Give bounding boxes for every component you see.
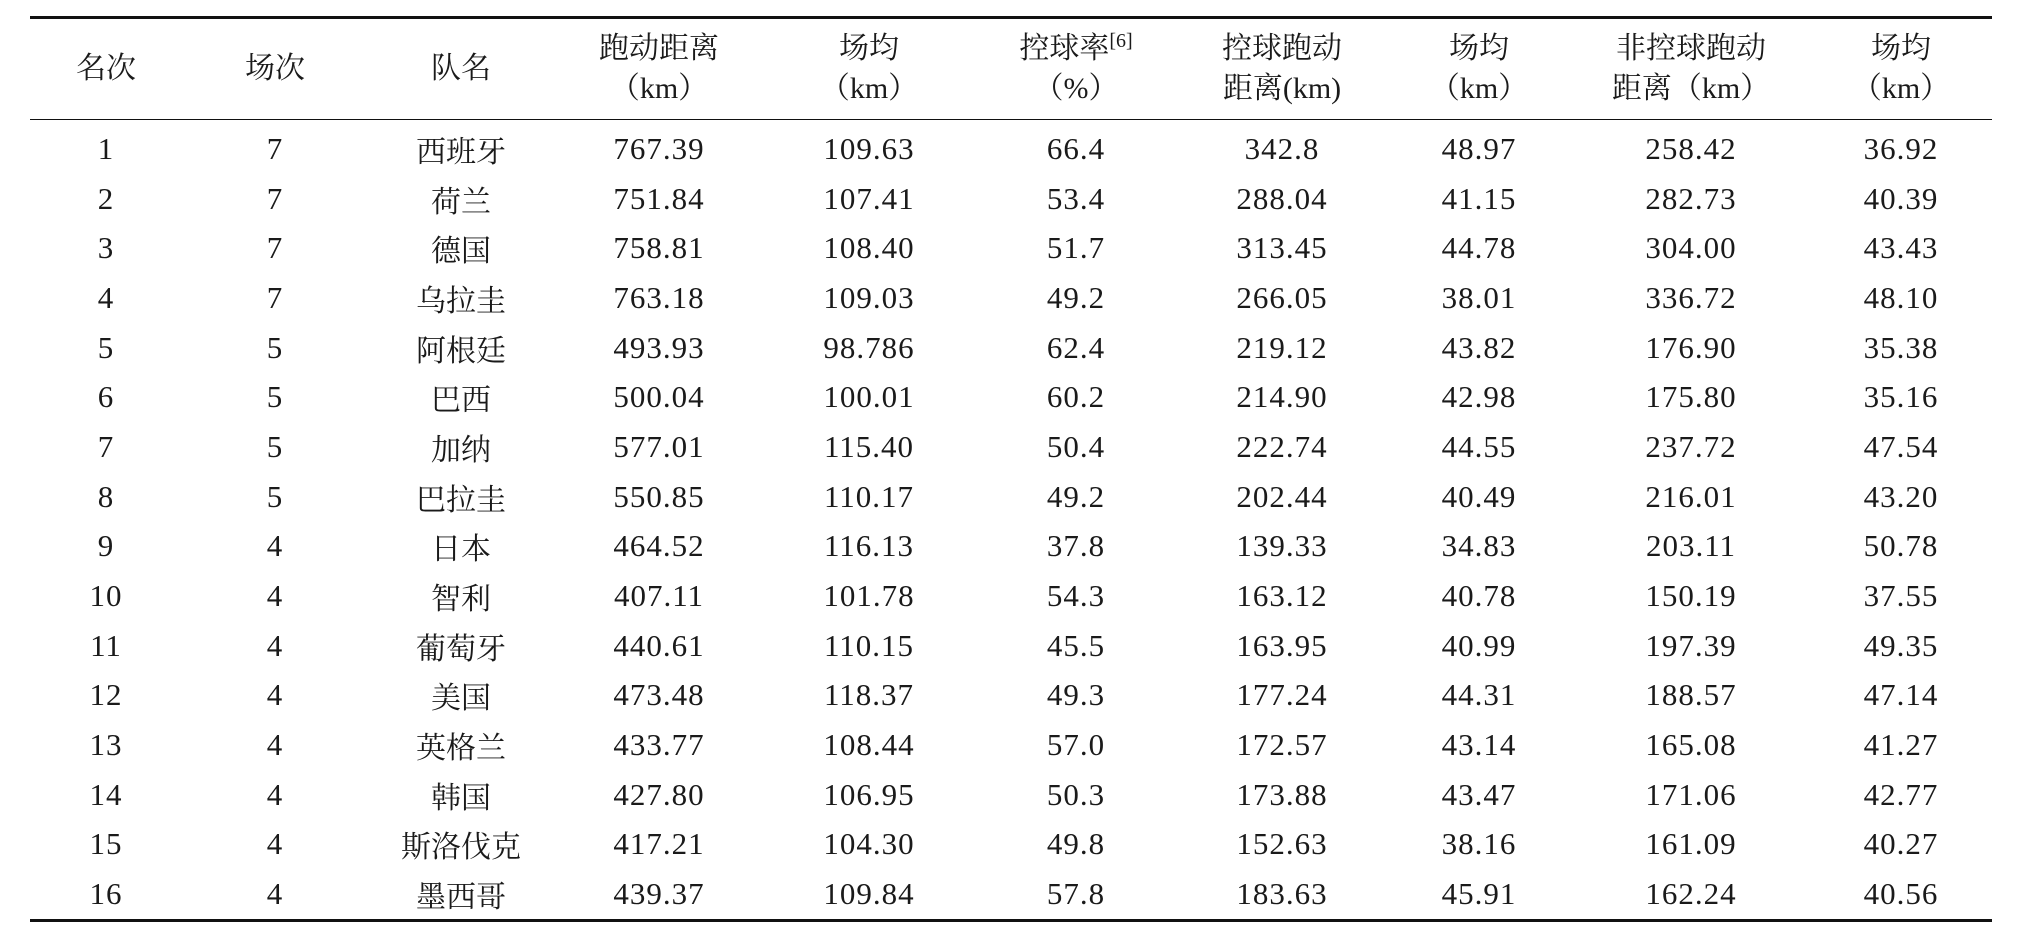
cell-possession-avg: 38.01	[1441, 279, 1517, 315]
cell-possession: 62.4	[1046, 329, 1106, 365]
cell-non-possession-avg: 40.27	[1863, 826, 1939, 862]
header-label: 控球率[6]	[1019, 30, 1133, 66]
cell-matches: 7	[266, 130, 284, 166]
cell-matches: 4	[266, 677, 284, 713]
cell-distance: 464.52	[613, 528, 705, 564]
cell-possession: 57.8	[974, 869, 1178, 920]
header-label: 场均	[1871, 31, 1931, 66]
cell-rank: 1	[97, 130, 115, 166]
cell-non-possession-distance: 188.57	[1645, 677, 1737, 713]
cell-non-possession-avg: 50.78	[1863, 528, 1939, 564]
cell-possession-avg: 40.78	[1441, 578, 1517, 614]
header-possession-avg	[1386, 18, 1572, 120]
cell-non-possession-avg: 40.56	[1810, 869, 1992, 920]
cell-non-possession-distance: 197.39	[1645, 627, 1737, 663]
table-row	[30, 820, 1992, 870]
cell-matches: 7	[266, 279, 284, 315]
cell-non-possession-avg: 37.55	[1863, 578, 1939, 614]
cell-non-possession-avg: 43.20	[1863, 478, 1939, 514]
cell-distance-avg: 98.786	[823, 329, 915, 365]
cell-possession-avg: 40.49	[1441, 478, 1517, 514]
header-unit: 距离(km)	[1222, 72, 1342, 105]
header-unit: （km）	[609, 72, 709, 105]
cell-distance-avg: 106.95	[823, 776, 915, 812]
cell-matches: 4	[266, 528, 284, 564]
cell-distance-avg: 110.15	[823, 627, 915, 663]
cell-distance: 433.77	[613, 727, 705, 763]
table-row	[30, 869, 1992, 920]
header-row	[30, 18, 1992, 120]
cell-possession-distance: 177.24	[1236, 677, 1328, 713]
cell-matches: 4	[182, 869, 368, 920]
header-label: 控球跑动	[1222, 31, 1342, 66]
cell-matches: 4	[266, 776, 284, 812]
cell-distance-avg: 109.63	[823, 130, 915, 166]
header-label: 场均	[1449, 31, 1509, 66]
cell-possession-distance: 342.8	[1244, 130, 1320, 166]
cell-matches: 4	[266, 578, 284, 614]
cell-possession-distance: 173.88	[1236, 776, 1328, 812]
cell-distance: 550.85	[613, 478, 705, 514]
cell-matches: 5	[266, 379, 284, 415]
cell-possession-distance: 202.44	[1236, 478, 1328, 514]
cell-possession-avg: 38.16	[1441, 826, 1517, 862]
cell-possession-distance: 222.74	[1236, 428, 1328, 464]
cell-distance: 407.11	[613, 578, 705, 614]
table-row	[30, 372, 1992, 422]
cell-possession-avg: 44.55	[1441, 428, 1517, 464]
header-label: 场次	[245, 51, 305, 86]
cell-possession-distance: 139.33	[1236, 528, 1328, 564]
cell-distance-avg: 116.13	[823, 528, 915, 564]
cell-possession: 51.7	[1046, 230, 1106, 266]
cell-possession: 49.2	[1046, 478, 1106, 514]
header-unit: （km）	[1851, 72, 1951, 105]
header-unit: （km）	[819, 72, 919, 105]
cell-possession-distance: 183.63	[1178, 869, 1386, 920]
cell-possession-avg: 45.91	[1386, 869, 1572, 920]
cell-distance: 493.93	[613, 329, 705, 365]
table-row	[30, 720, 1992, 770]
cell-possession: 50.4	[1046, 428, 1106, 464]
cell-non-possession-avg: 47.14	[1863, 677, 1939, 713]
cell-distance-avg: 108.40	[823, 230, 915, 266]
cell-possession: 49.3	[1046, 677, 1106, 713]
cell-non-possession-distance: 176.90	[1645, 329, 1737, 365]
table-row	[30, 621, 1992, 671]
cell-matches: 4	[266, 727, 284, 763]
cell-non-possession-avg: 42.77	[1863, 776, 1939, 812]
cell-possession-avg: 41.15	[1441, 180, 1517, 216]
cell-rank: 4	[97, 279, 115, 315]
cell-possession-distance: 214.90	[1236, 379, 1328, 415]
cell-possession: 37.8	[1046, 528, 1106, 564]
cell-distance: 751.84	[613, 180, 705, 216]
cell-possession: 49.2	[1046, 279, 1106, 315]
cell-non-possession-distance: 282.73	[1645, 180, 1737, 216]
cell-rank: 13	[89, 727, 123, 763]
cell-distance: 763.18	[613, 279, 705, 315]
cell-distance: 439.37	[554, 869, 764, 920]
cell-matches: 4	[266, 826, 284, 862]
cell-matches: 5	[266, 478, 284, 514]
cell-non-possession-distance: 203.11	[1645, 528, 1737, 564]
cell-distance-avg: 104.30	[823, 826, 915, 862]
cell-team: 韩国	[431, 780, 491, 816]
header-label: 队名	[431, 51, 491, 86]
cell-possession-avg: 42.98	[1441, 379, 1517, 415]
running-distance-table	[30, 16, 1992, 922]
cell-matches: 7	[266, 180, 284, 216]
cell-possession: 60.2	[1046, 379, 1106, 415]
cell-team: 斯洛伐克	[401, 830, 521, 866]
cell-possession-avg: 48.97	[1441, 130, 1517, 166]
cell-distance: 758.81	[613, 230, 705, 266]
cell-non-possession-avg: 40.39	[1863, 180, 1939, 216]
header-distance	[554, 18, 764, 120]
cell-possession-avg: 44.31	[1441, 677, 1517, 713]
cell-possession-avg: 34.83	[1441, 528, 1517, 564]
cell-distance-avg: 100.01	[823, 379, 915, 415]
header-matches	[182, 18, 368, 120]
table-row	[30, 671, 1992, 721]
table-body	[30, 120, 1992, 921]
cell-team: 英格兰	[416, 731, 506, 767]
cell-distance: 577.01	[613, 428, 705, 464]
cell-distance: 417.21	[613, 826, 705, 862]
cell-rank: 16	[30, 869, 182, 920]
header-label: 名次	[76, 51, 136, 86]
cell-distance-avg: 118.37	[823, 677, 915, 713]
cell-distance-avg: 101.78	[823, 578, 915, 614]
cell-team: 德国	[431, 234, 491, 270]
header-unit: （km）	[1429, 72, 1529, 105]
header-label: 跑动距离	[599, 31, 719, 66]
cell-rank: 5	[97, 329, 115, 365]
cell-possession: 50.3	[1046, 776, 1106, 812]
table-row	[30, 422, 1992, 472]
cell-possession-avg: 40.99	[1441, 627, 1517, 663]
cell-non-possession-avg: 47.54	[1863, 428, 1939, 464]
cell-possession: 49.8	[1046, 826, 1106, 862]
cell-non-possession-avg: 48.10	[1863, 279, 1939, 315]
cell-distance-avg: 109.03	[823, 279, 915, 315]
cell-possession: 54.3	[1046, 578, 1106, 614]
cell-rank: 9	[97, 528, 115, 564]
data-table-container	[30, 16, 1992, 922]
cell-possession-avg: 43.82	[1441, 329, 1517, 365]
header-team	[368, 18, 554, 120]
cell-non-possession-distance: 216.01	[1645, 478, 1737, 514]
cell-team: 墨西哥	[368, 869, 554, 920]
cell-non-possession-distance: 171.06	[1645, 776, 1737, 812]
cell-distance-avg: 107.41	[823, 180, 915, 216]
cell-possession: 57.0	[1046, 727, 1106, 763]
cell-distance-avg: 110.17	[823, 478, 915, 514]
header-non-possession-avg	[1810, 18, 1992, 120]
header-non-possession-distance	[1572, 18, 1810, 120]
header-label: 非控球跑动	[1616, 31, 1766, 66]
cell-non-possession-distance: 175.80	[1645, 379, 1737, 415]
cell-matches: 5	[266, 428, 284, 464]
cell-rank: 8	[97, 478, 115, 514]
cell-team: 巴西	[431, 383, 491, 419]
cell-non-possession-distance: 304.00	[1645, 230, 1737, 266]
table-row	[30, 571, 1992, 621]
cell-team: 智利	[431, 582, 491, 618]
cell-possession: 53.4	[1046, 180, 1106, 216]
cell-non-possession-distance: 150.19	[1645, 578, 1737, 614]
cell-non-possession-avg: 43.43	[1863, 230, 1939, 266]
cell-team: 巴拉圭	[416, 482, 506, 518]
cell-possession-avg: 44.78	[1441, 230, 1517, 266]
cell-distance: 473.48	[613, 677, 705, 713]
cell-rank: 3	[97, 230, 115, 266]
cell-rank: 15	[89, 826, 123, 862]
table-row	[30, 522, 1992, 572]
header-label: 场均	[839, 31, 899, 66]
cell-rank: 7	[97, 428, 115, 464]
cell-rank: 2	[97, 180, 115, 216]
cell-possession-avg: 43.14	[1441, 727, 1517, 763]
cell-team: 日本	[431, 532, 491, 568]
cell-possession-distance: 152.63	[1236, 826, 1328, 862]
cell-distance: 767.39	[613, 130, 705, 166]
table-row	[30, 273, 1992, 323]
cell-non-possession-avg: 41.27	[1863, 727, 1939, 763]
cell-non-possession-distance: 237.72	[1645, 428, 1737, 464]
table-row	[30, 223, 1992, 273]
cell-team: 加纳	[431, 432, 491, 468]
cell-possession-distance: 163.12	[1236, 578, 1328, 614]
cell-rank: 6	[97, 379, 115, 415]
cell-distance-avg: 115.40	[823, 428, 915, 464]
cell-non-possession-distance: 258.42	[1645, 130, 1737, 166]
header-rank	[30, 18, 182, 120]
cell-team: 阿根廷	[416, 333, 506, 369]
cell-team: 荷兰	[431, 184, 491, 220]
cell-non-possession-avg: 36.92	[1863, 130, 1939, 166]
cell-possession: 66.4	[1046, 130, 1106, 166]
cell-non-possession-avg: 49.35	[1863, 627, 1939, 663]
table-row	[30, 174, 1992, 224]
header-possession-distance	[1178, 18, 1386, 120]
cell-distance-avg: 109.84	[764, 869, 974, 920]
cell-rank: 11	[90, 627, 122, 663]
table-row	[30, 120, 1992, 174]
cell-non-possession-distance: 161.09	[1645, 826, 1737, 862]
citation-superscript: [6]	[1109, 30, 1133, 52]
cell-possession-distance: 288.04	[1236, 180, 1328, 216]
cell-team: 乌拉圭	[416, 283, 506, 319]
cell-matches: 7	[266, 230, 284, 266]
cell-matches: 5	[266, 329, 284, 365]
cell-rank: 12	[89, 677, 123, 713]
cell-distance-avg: 108.44	[823, 727, 915, 763]
cell-matches: 4	[266, 627, 284, 663]
cell-non-possession-distance: 162.24	[1572, 869, 1810, 920]
table-row	[30, 472, 1992, 522]
table-row	[30, 323, 1992, 373]
cell-rank: 10	[89, 578, 123, 614]
cell-non-possession-distance: 165.08	[1645, 727, 1737, 763]
cell-distance: 500.04	[613, 379, 705, 415]
cell-possession-avg: 43.47	[1441, 776, 1517, 812]
header-unit: 距离（km）	[1611, 72, 1771, 105]
header-distance-avg	[764, 18, 974, 120]
cell-non-possession-distance: 336.72	[1645, 279, 1737, 315]
cell-team: 西班牙	[416, 134, 506, 170]
cell-possession-distance: 266.05	[1236, 279, 1328, 315]
cell-non-possession-avg: 35.16	[1863, 379, 1939, 415]
cell-non-possession-avg: 35.38	[1863, 329, 1939, 365]
cell-team: 葡萄牙	[416, 631, 506, 667]
header-possession	[974, 18, 1178, 120]
cell-distance: 427.80	[613, 776, 705, 812]
cell-distance: 440.61	[613, 627, 705, 663]
cell-possession-distance: 313.45	[1236, 230, 1328, 266]
cell-possession: 45.5	[1046, 627, 1106, 663]
cell-team: 美国	[431, 681, 491, 717]
cell-possession-distance: 163.95	[1236, 627, 1328, 663]
cell-possession-distance: 219.12	[1236, 329, 1328, 365]
header-unit: （%）	[1033, 72, 1119, 105]
table-row	[30, 770, 1992, 820]
cell-possession-distance: 172.57	[1236, 727, 1328, 763]
cell-rank: 14	[89, 776, 123, 812]
